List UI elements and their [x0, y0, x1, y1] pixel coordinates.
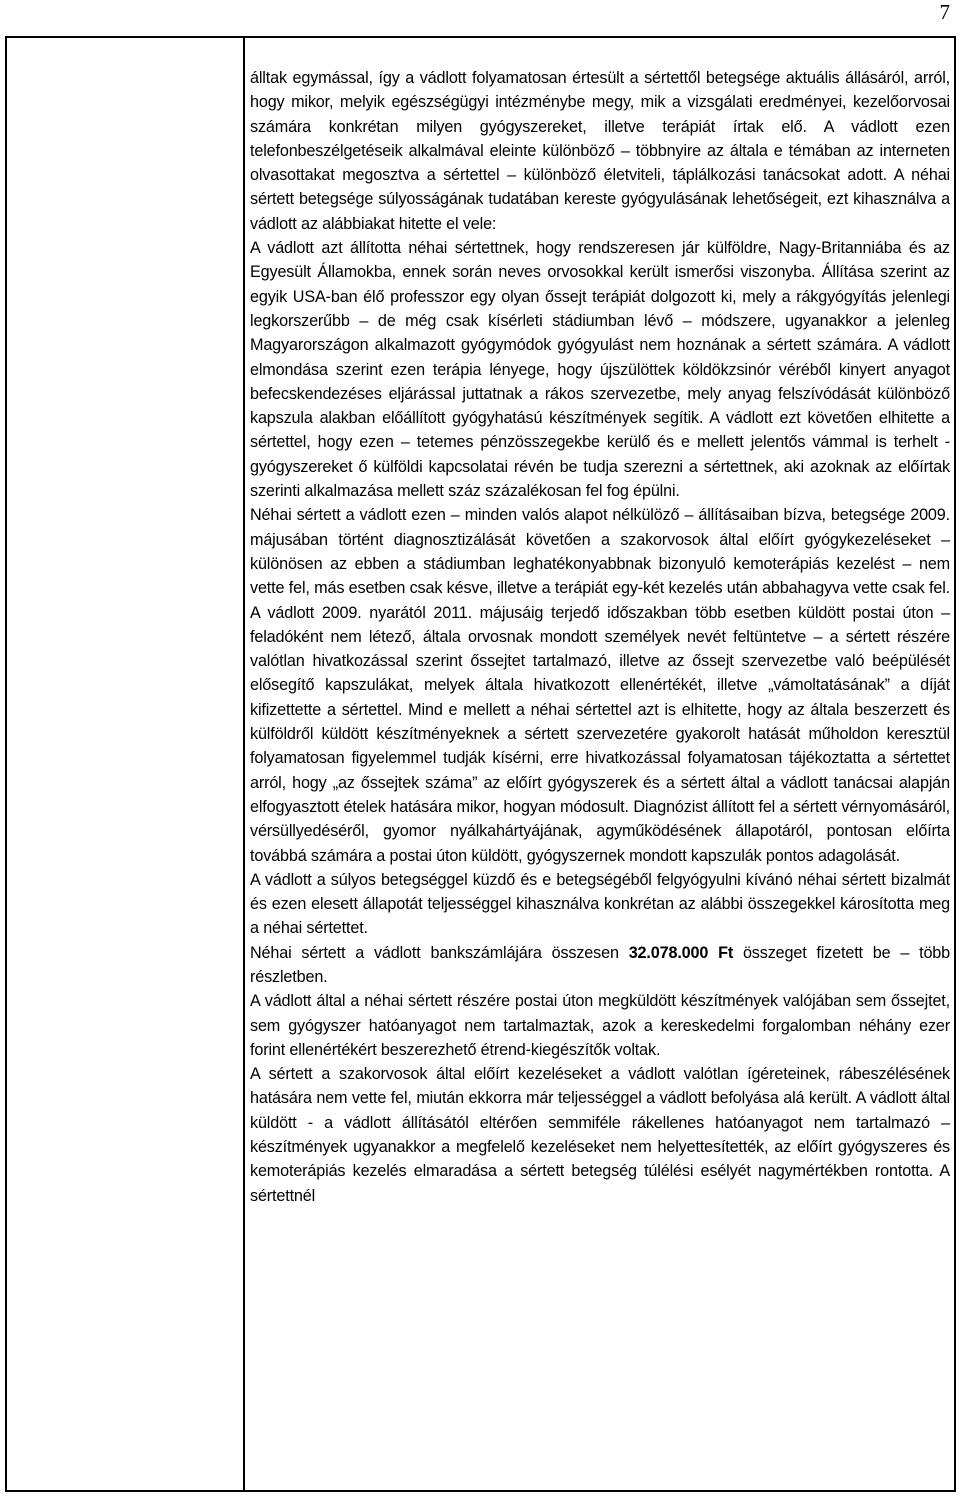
- left-column-cell: [7, 38, 243, 1490]
- paragraph-5-lead: Néhai sértett a vádlott bankszámlájára összesen: [250, 943, 629, 962]
- paragraph-4: A vádlott a súlyos betegséggel küzdő és e betegségéből felgyógyulni kívánó néhai sértett bizalmát és ezen elesett állapotát teljességgel kihasználva konkrétan az alábbi összegekkel károsította meg a néhai sértettet.: [250, 870, 950, 938]
- total-amount: 32.078.000 Ft: [628, 943, 734, 962]
- page-number: 7: [939, 0, 950, 24]
- paragraph-5-tail: összeget fizetett be – több részletben.: [250, 943, 951, 986]
- paragraph-6: A vádlott által a néhai sértett részére postai úton megküldött készítmények valójában sem őssejtet, sem gyógyszer hatóanyagot nem tartalmaztak, azok a kereskedelmi forgalomban néhány ezer forint ellenértékért beszerezhető étrend-kiegészítők voltak.: [250, 992, 950, 1059]
- paragraph-7: A sértett a szakorvosok által előírt kezeléseket a vádlott valótlan ígéreteinek, rábeszélésének hatására nem vette fel, miután ekkorra már teljességgel a vádlott befolyása alá került. A vádlott által küldött - a vádlott állításától eltérően semmiféle rákellenes hatóanyagot nem tartalmazó – készítmények ugyanakkor a megfelelő kezeléseket nem helyettesítették, az előírt gyógyszeres és kemoterápiás kezelés elmaradása a sértett betegség túlélési esélyét nagymértékben rontotta. A sértettnél: [250, 1065, 950, 1205]
- paragraph-3: Néhai sértett a vádlott ezen – minden valós alapot nélkülöző – állításaiban bízva, betegsége 2009. májusában történt diagnosztizálását követően a szakorvosok által előírt gyógykezeléseket – különösen az ebben a stádiumban leghatékonyabbnak bizonyuló kemoterápiás kezelést – nem vette fel, más esetben csak késve, illetve a terápiát egy-két kezelés után abbahagyva vette csak fel. A vádlott 2009. nyarától 2011. májusáig terjedő időszakban több esetben küldött postai úton – feladóként nem létező, általa orvosnak mondott személyek nevét feltüntetve – a sértett részére valótlan hivatkozással szerint őssejtet tartalmazó, illetve az őssejt szervezetbe való beépülését elősegítő kapszulákat, melyek általa hivatkozott ellenértékét, illetve „vámoltatásának” a díját kifizettette a sértettel. Mind e mellett a néhai sértettel azt is elhitette, hogy az általa beszerzett és külföldről küldött készítményeknek a sértett szervezetére gyakorolt hatását műholdon keresztül folyamatosan figyelemmel tudják kísérni, erre hivatkozással folyamatosan tájékoztatta a sértettet arról, hogy „az őssejtek száma” az előírt gyógyszerek és a sértett által a vádlott tanácsai alapján elfogyasztott ételek hatására mikor, hogyan módosult. Diagnózist állított fel a sértett vérnyomásáról, vérsüllyedéséről, gyomor nyálkahártyájának, agyműködésének állapotáról, pontosan előírta továbbá számára a postai úton küldött, gyógyszernek mondott kapszulák pontos adagolását.: [250, 506, 950, 865]
- document-body: [250, 66, 950, 1208]
- paragraph-5: [250, 941, 950, 990]
- paragraph-2: A vádlott azt állította néhai sértettnek, hogy rendszeresen jár külföldre, Nagy-Britanniába és az Egyesült Államokba, ennek során neves orvosokkal került ismerősi viszonyba. Állítása szerint az egyik USA-ban élő professzor egy olyan őssejt terápiát dolgozott ki, mely a rákgyógyítás jelenlegi legkorszerűbb – de még csak kísérleti stádiumban lévő – módszere, ugyanakkor a jelenleg Magyarországon alkalmazott gyógymódok gyógyulást nem hoznának a sértett számára. A vádlott elmondása szerint ezen terápia lényege, hogy újszülöttek köldökzsinór véréből kinyert anyagot befecskendezéses eljárással juttatnak a rákos szervezetbe, mely anyag felszívódását különböző kapszula alakban előállított gyógyhatású készítmények segítik. A vádlott ezt követően elhitette a sértettel, hogy ezen – tetemes pénzösszegekbe kerülő és e mellett jelentős vámmal is terhelt - gyógyszereket ő külföldi kapcsolatai révén be tudja szerezni a sértettnek, aki azoknak az előírtak szerinti alkalmazása mellett száz százalékosan fel fog épülni.: [250, 239, 950, 501]
- paragraph-1: álltak egymással, így a vádlott folyamatosan értesült a sértettől betegsége aktuális állásáról, arról, hogy mikor, melyik egészségügyi intézménybe megy, mik a vizsgálati eredményei, kezelőorvosai számára konkrétan milyen gyógyszereket, illetve terápiát írtak elő. A vádlott ezen telefonbeszélgetéseik alkalmával eleinte különböző – többnyire az általa e témában az interneten olvasottakat megosztva a sértettel – különböző életviteli, táplálkozási tanácsokat adott. A néhai sértett betegsége súlyosságának tudatában kereste gyógyulásának lehetőségeit, ezt kihasználva a vádlott az alábbiakat hitette el vele:: [250, 69, 950, 233]
